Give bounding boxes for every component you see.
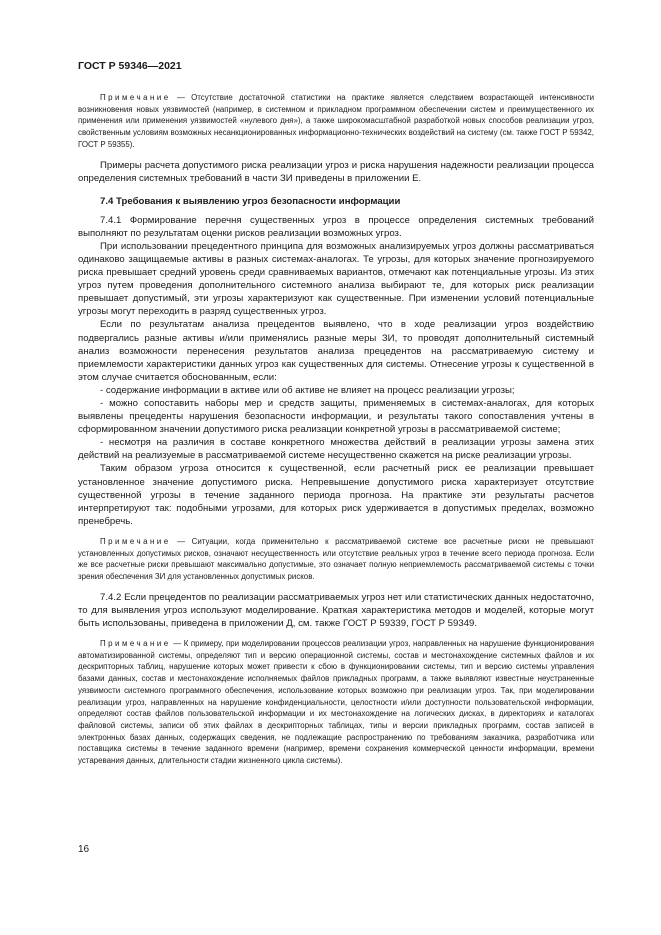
note-2 (78, 536, 594, 583)
note-3-text: — К примеру, при моделировании процессов реализации угроз, направленных на нарушение функционирования автоматизированной системы, определяют тип и версию операционной системы, состав и местонахождение системных файлов и их дескрипторных таблиц, нарушение которых может привести к сбою в функционировании системы, тип и версию системы управления базами данных, состав и местонахождение исполняемых файлов прикладных программ, а также выявляют известные неустраненные уязвимости системного программного обеспечения, использование которых возможно при реализации угроз. Так, при моделировании реализации угроз, направленных на нарушение конфиденциальности, целостности и/или доступности пользовательской информации, определяют состав файлов пользовательской информации и их местонахождение на логических дисках, в директориях и каталогах файловой системы, записи об этих файлах в дескрипторных таблицах, типы и версии прикладных программ, состав записей в электронных базах данных, содержащих сведения, не подлежащие распространению по требованиям заказчика, разработчика или поставщика системы в течение заданного времени (например, времени сохранения коммерческой ценности информации, времени устаревания данных, длительности стадии жизненного цикла системы). (78, 639, 594, 766)
section-title: 7.4 Требования к выявлению угроз безопасности информации (100, 195, 401, 207)
note-3-lead: Примечание (100, 639, 171, 649)
list-item-3: - несмотря на различия в составе конкретного множества действий в реализации угрозы замена этих действий на реализуемые в рассматриваемой системе несущественно скажется на риске реализации угрозы. (78, 437, 594, 462)
page-number: 16 (78, 844, 90, 855)
page-header: ГОСТ Р 59346—2021 (78, 60, 182, 72)
paragraph-742: 7.4.2 Если прецедентов по реализации рассматриваемых угроз нет или статистических данных недостаточно, то для выявления угроз используют моделирование. Краткая характеристика методов и моделей, которые могут быть использованы, приведена в приложении Д, см. также ГОСТ Р 59339, ГОСТ Р 59349. (78, 591, 594, 629)
paragraph-analysis: Если по результатам анализа прецедентов выявлено, что в ходе реализации угроз воздействию подвергались разные активы и/или применялись разные меры ЗИ, то проводят дополнительный системный анализ возможности перенесения результатов анализа прецедентов на рассматриваемую систему и приемлемости характеристики данных угроз как существенных для системы. Отнесение угрозы к существенной в этом случае считается обоснованным, если: (78, 319, 594, 383)
note-2-lead: Примечание (100, 536, 171, 546)
list-item-2: - можно сопоставить наборы мер и средств защиты, применяемых в системах-аналогах, для которых выявлены прецеденты нарушения безопасности информации, и результаты такого сопоставления учтены в сформированном значении допустимого риска реализации конкретной угрозы в рассматриваемой системе; (78, 398, 594, 436)
note-2-text: — Ситуации, когда применительно к рассматриваемой системе все расчетные риски не превышают установленных допустимых рисков, означают несущественность или отсутствие реальных угроз в течение всего периода прогноза. Если же все расчетные риски превышают максимально допустимые, это означает полную неприемлемость рассматриваемой системы с точки зрения обеспечения ЗИ для установленных допустимых рисков. (78, 536, 594, 582)
note-1-lead: Примечание (100, 93, 171, 102)
note-3 (78, 638, 594, 767)
paragraph-examples: Примеры расчета допустимого риска реализации угроз и риска нарушения надежности реализации процесса определения системных требований в части ЗИ приведены в приложении Е. (78, 159, 594, 184)
page-content (78, 92, 594, 775)
note-1 (78, 92, 594, 151)
paragraph-conclusion: Таким образом угроза относится к существенной, если расчетный риск ее реализации превышает установленное значение допустимого риска. Непревышение допустимого риска характеризует отсутствие существенной угрозы в течение заданного периода прогноза. На практике эти результаты расчетов интерпретируют так: подобными угрозами, для которых риск удерживается в допустимых пределах, возможно пренебречь. (78, 463, 594, 527)
paragraph-precedent: При использовании прецедентного принципа для возможных анализируемых угроз должны рассматриваться одинаково защищаемые активы в разных системах-аналогах. Те угрозы, для которых значение прогнозируемого риска превышает средний уровень среди сравниваемых вариантов, отмечают как потенциальные угрозы. Из этих угроз путем проведения дополнительного системного анализа выбирают те, для которых риск реализации превышает допустимый, эти угрозы характеризуют как существенные. При изменении условий потенциальные угрозы могут переходить в разряд существенных угроз. (78, 240, 594, 318)
paragraph-741: 7.4.1 Формирование перечня существенных угроз в процессе определения системных требований выполняют по результатам оценки рисков реализации возможных угроз. (78, 214, 594, 239)
list-item-1: - содержание информации в активе или об активе не влияет на процесс реализации угрозы; (100, 384, 515, 396)
note-1-text: — Отсутствие достаточной статистики на практике является следствием возрастающей интенсивности возникновения новых уязвимостей (например, в системном и прикладном программном обеспечении систем и преимущественного их применения или применения уязвимостей «нулевого дня»), а также широкомасштабной разработкой новых способов реализации угроз, свойственным условиям возможных несанкционированных информационно-технических воздействий на систему (см. также ГОСТ Р 59342, ГОСТ Р 59355). (78, 93, 594, 149)
